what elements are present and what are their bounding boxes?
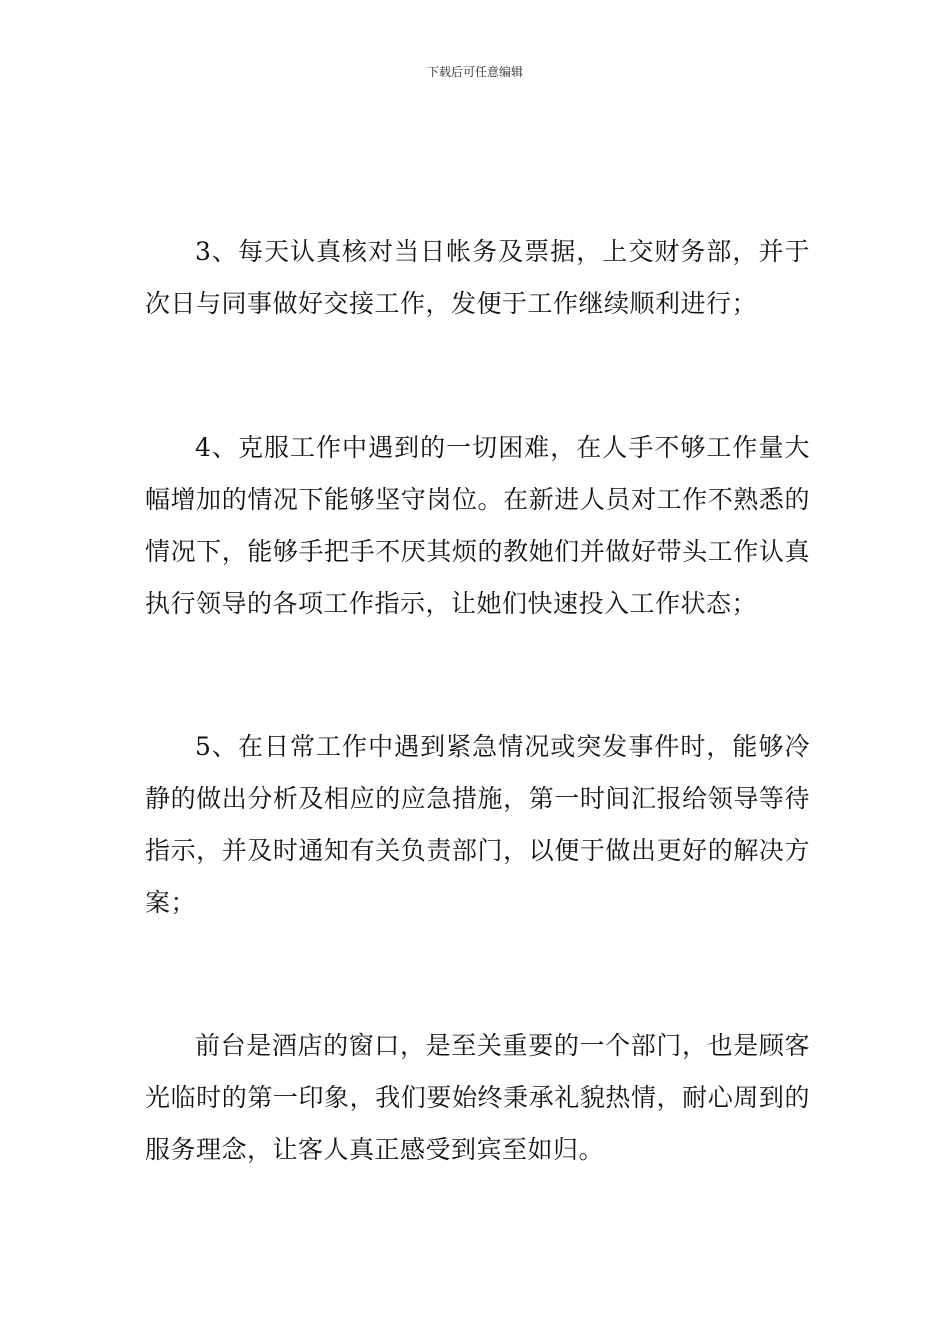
paragraph-item-5: 5、在日常工作中遇到紧急情况或突发事件时，能够冷静的做出分析及相应的应急措施，第一时间汇报给领导等待指示，并及时通知有关负责部门，以便于做出更好的解决方案；	[145, 732, 810, 917]
paragraph-item-4: 4、克服工作中遇到的一切困难，在人手不够工作量大幅增加的情况下能够坚守岗位。在新进人员对工作不熟悉的情况下，能够手把手不厌其烦的教她们并做好带头工作认真执行领导的各项工作指示，让她们快速投入工作状态；	[145, 433, 810, 618]
paragraph-item-3: 3、每天认真核对当日帐务及票据，上交财务部，并于次日与同事做好交接工作，发便于工作继续顺利进行；	[145, 237, 810, 318]
page-header: 下载后可任意编辑	[426, 65, 523, 79]
paragraph-conclusion: 前台是酒店的窗口，是至关重要的一个部门，也是顾客光临时的第一印象，我们要始终秉承礼貌热情，耐心周到的服务理念，让客人真正感受到宾至如归。	[145, 1031, 810, 1164]
